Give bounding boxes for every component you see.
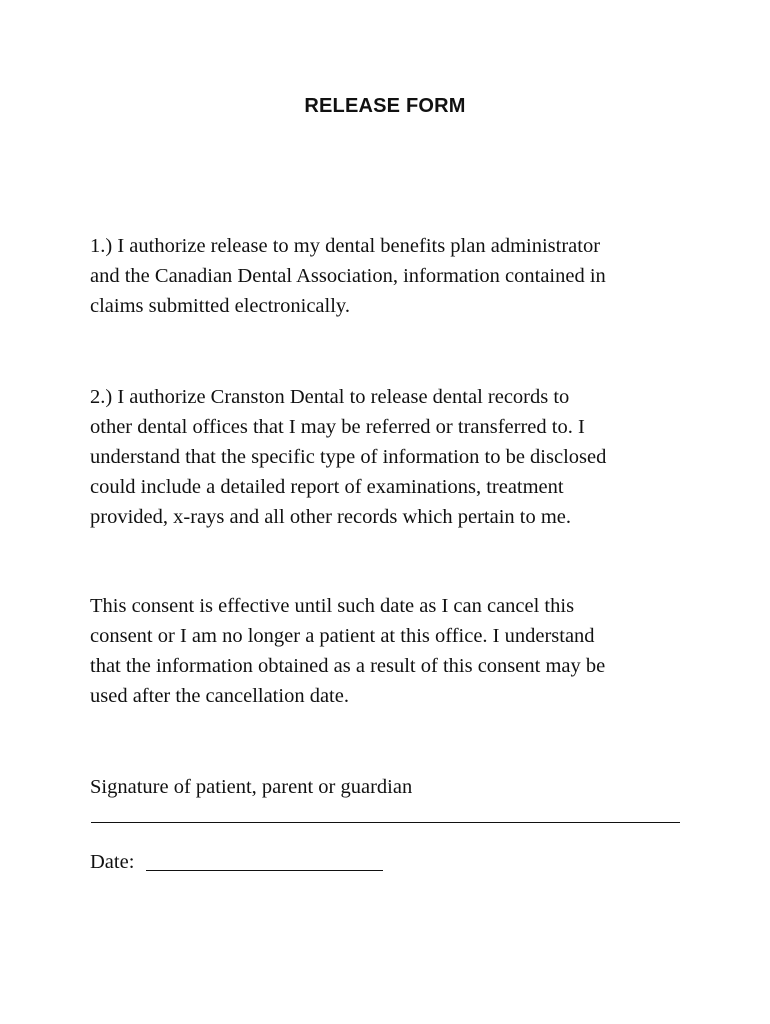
document-title: RELEASE FORM <box>304 95 466 117</box>
date-field-line[interactable] <box>146 870 383 871</box>
paragraph-line: understand that the specific type of information to be disclosed <box>90 446 607 468</box>
paragraph-line: This consent is effective until such date as I can cancel this <box>90 595 575 617</box>
paragraph-authorize-records-release <box>90 382 690 532</box>
paragraph-line: that the information obtained as a result of this consent may be <box>90 655 606 677</box>
signature-label: Signature of patient, parent or guardian <box>90 776 413 798</box>
paragraph-line: used after the cancellation date. <box>90 685 349 707</box>
paragraph-line: 2.) I authorize Cranston Dental to release dental records to <box>90 386 570 408</box>
paragraph-line: and the Canadian Dental Association, information contained in <box>90 265 606 287</box>
paragraph-line: claims submitted electronically. <box>90 295 350 317</box>
date-label: Date: <box>90 851 135 873</box>
paragraph-line: 1.) I authorize release to my dental benefits plan administrator <box>90 235 601 257</box>
paragraph-authorize-benefits-release <box>90 231 690 321</box>
paragraph-consent-duration <box>90 591 690 711</box>
signature-field-line[interactable] <box>91 822 680 823</box>
paragraph-line: other dental offices that I may be referred or transferred to. I <box>90 416 585 438</box>
paragraph-line: provided, x-rays and all other records which pertain to me. <box>90 506 572 528</box>
paragraph-line: could include a detailed report of examinations, treatment <box>90 476 564 498</box>
paragraph-line: consent or I am no longer a patient at this office. I understand <box>90 625 595 647</box>
